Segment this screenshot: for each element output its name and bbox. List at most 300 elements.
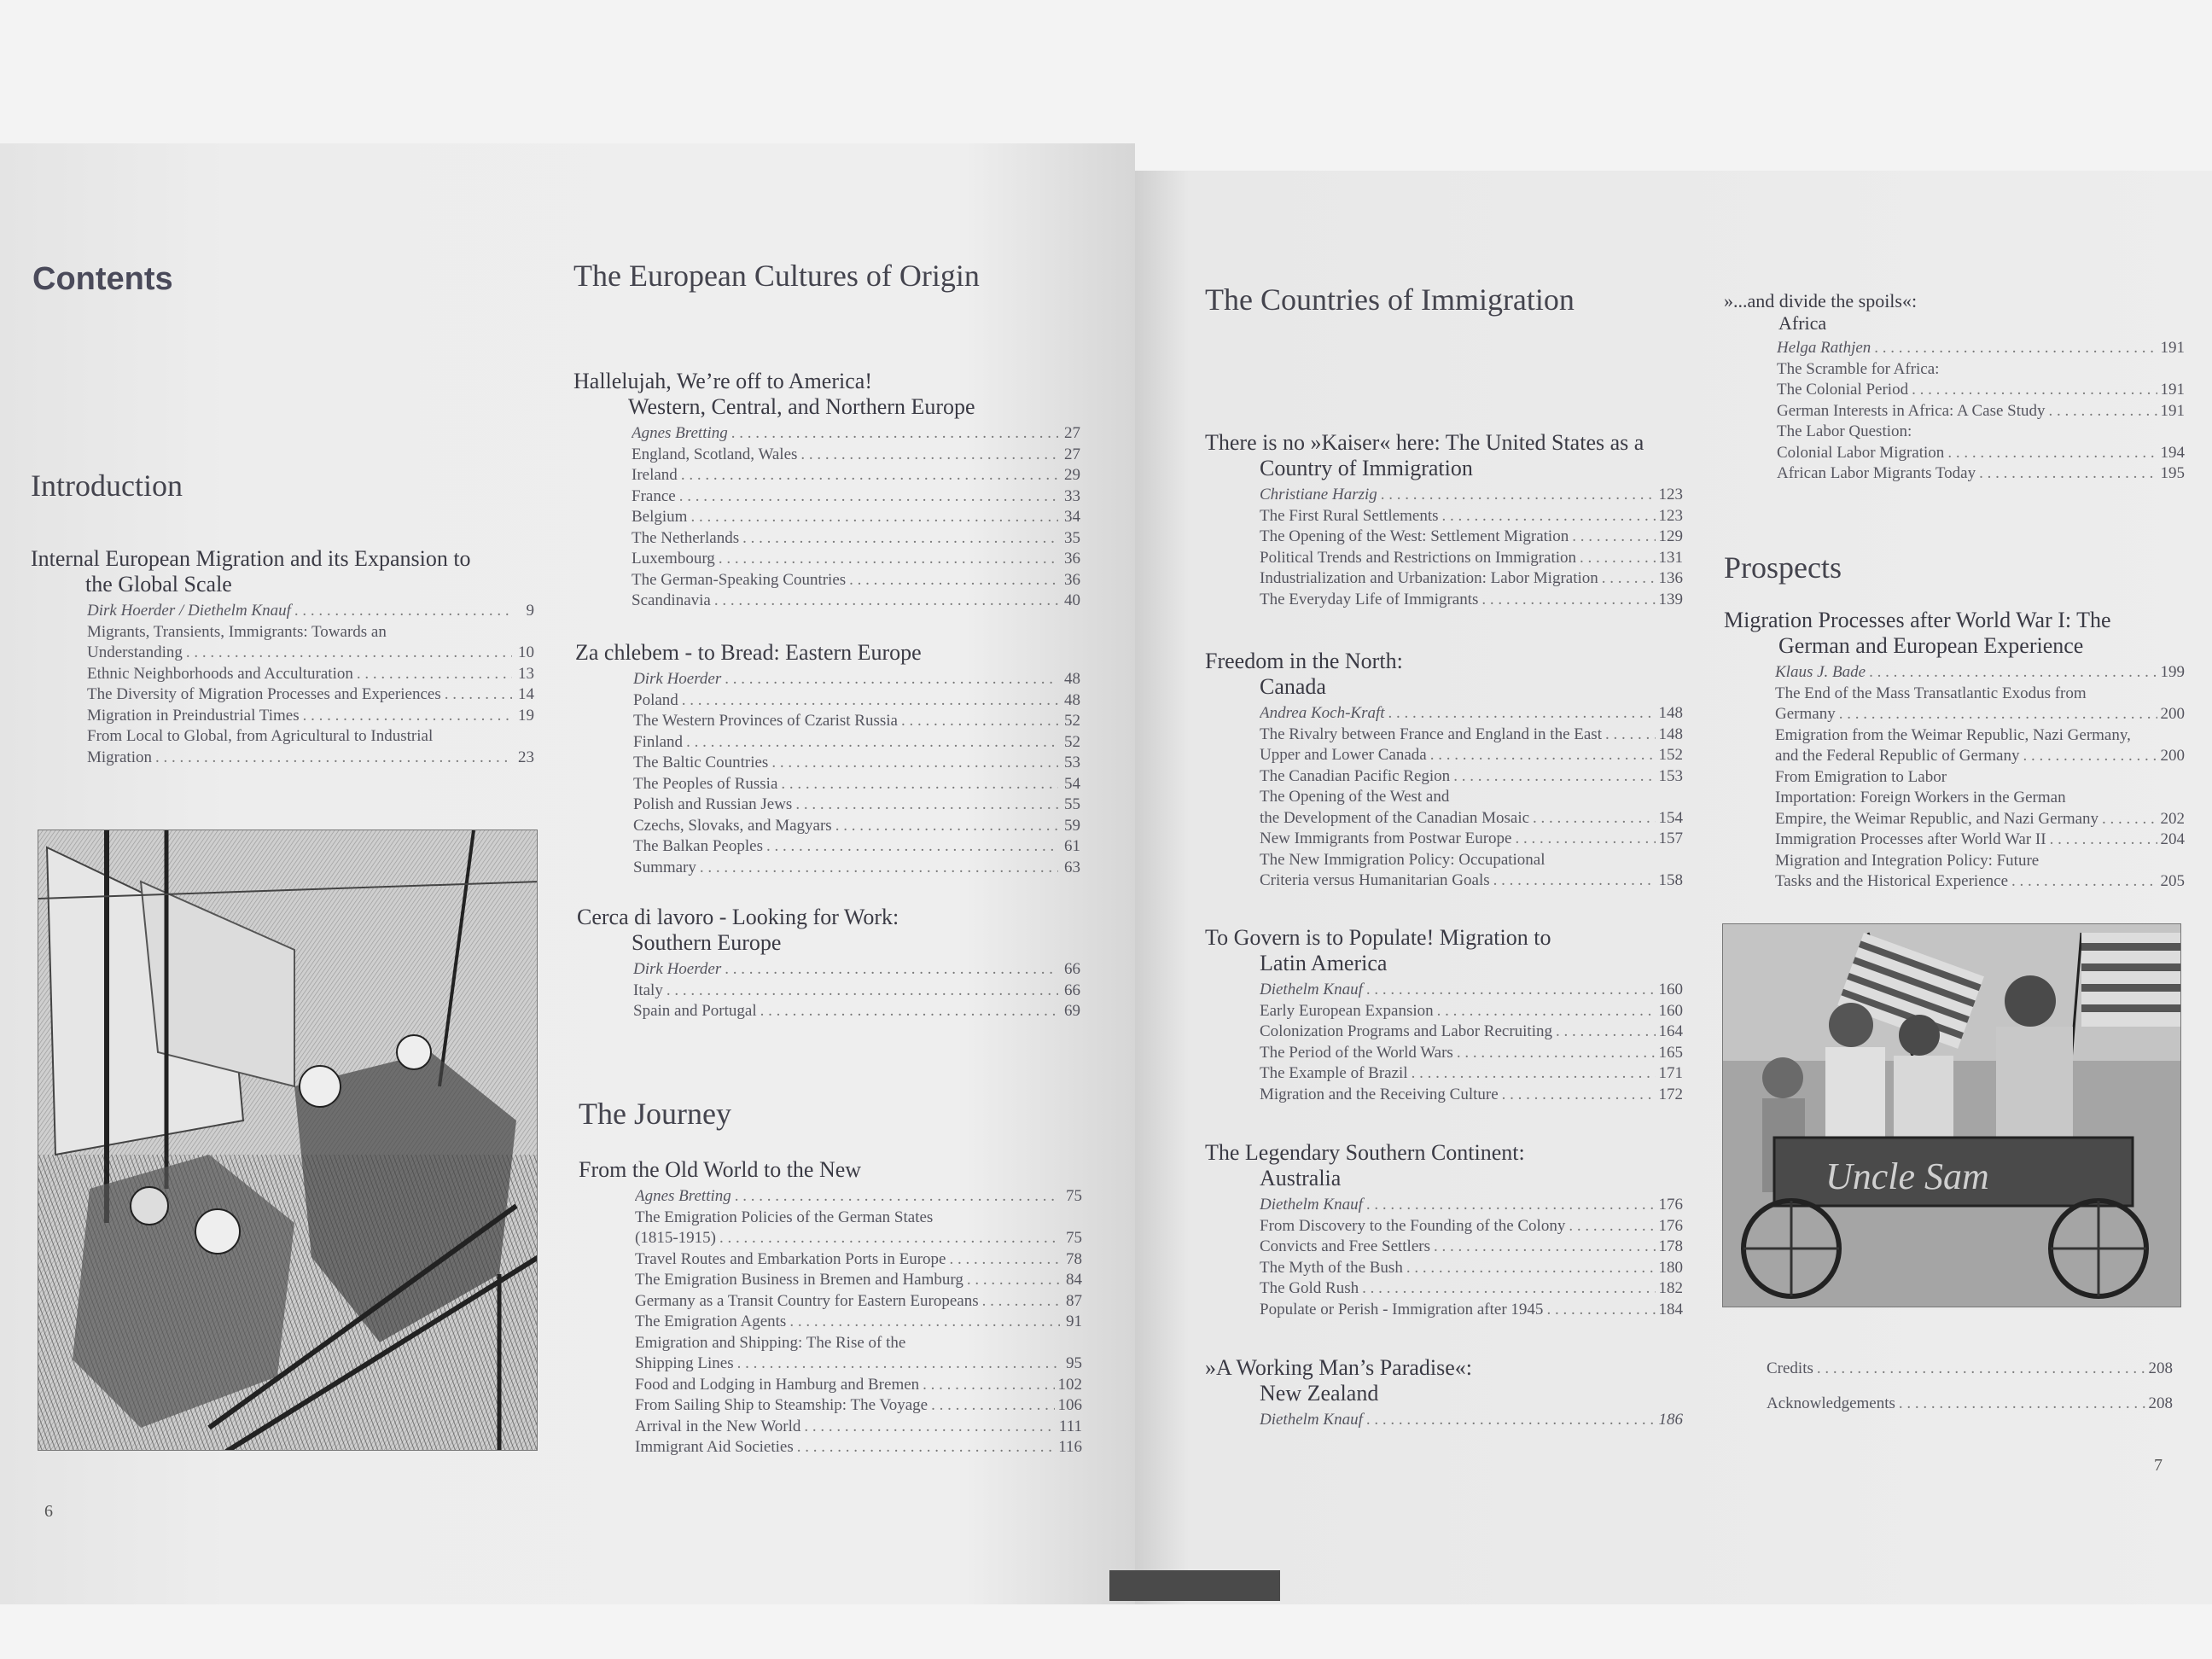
leader-dots [1412, 1063, 1656, 1085]
contents-heading: Contents [32, 261, 173, 297]
toc-entry [635, 1312, 1082, 1333]
toc-chlebem [575, 640, 1080, 878]
entry-title: Luxembourg [632, 550, 715, 568]
author-name: Dirk Hoerder [633, 670, 722, 688]
toc-entry [1260, 1258, 1683, 1279]
leader-dots [1899, 1394, 2145, 1415]
entry-page: 123 [1658, 486, 1683, 504]
toc-entry [633, 690, 1080, 712]
toc-intro [31, 546, 534, 768]
leader-dots [1869, 662, 2157, 684]
entry-title: Early European Expansion [1260, 1001, 1434, 1020]
entry-title: The Rivalry between France and England in the East [1260, 725, 1602, 743]
entry-page: 208 [2148, 1359, 2173, 1377]
toc-entry [635, 1353, 1082, 1375]
toc-entry [635, 1333, 1082, 1354]
entry-title: From Emigration to Labor [1775, 767, 1947, 786]
entry-page: 191 [2160, 401, 2185, 420]
toc-author [1775, 662, 2185, 684]
toc-entry [1260, 808, 1683, 830]
toc-author [1260, 980, 1683, 1001]
leader-dots [1502, 1085, 1656, 1106]
toc-entry [633, 795, 1080, 816]
leader-dots [1572, 527, 1655, 548]
toc-entry [1777, 422, 2185, 443]
leader-dots [725, 669, 1058, 690]
toc-entry [635, 1208, 1082, 1229]
leader-dots [1979, 463, 2157, 485]
entry-page: 111 [1058, 1417, 1082, 1435]
toc-entries [579, 1186, 1082, 1458]
leader-dots [1874, 338, 2157, 359]
photo-drawing [1723, 924, 2181, 1307]
leader-dots [849, 570, 1058, 591]
toc-entry [635, 1395, 1082, 1417]
toc-entry [1260, 850, 1683, 871]
entry-title: Emigration and Shipping: The Rise of the [635, 1333, 906, 1352]
entry-title: The Western Provinces of Czarist Russia [633, 712, 898, 730]
leader-dots [795, 795, 1058, 816]
entry-page: 91 [1066, 1313, 1082, 1330]
leader-dots [1605, 725, 1656, 746]
leader-dots [1516, 829, 1656, 850]
entry-page: 199 [2160, 663, 2185, 681]
toc-entry [632, 591, 1080, 612]
toc-entry [1260, 829, 1683, 850]
entry-page: 9 [526, 602, 534, 620]
author-name: Dirk Hoerder [633, 960, 722, 978]
entry-title: Convicts and Free Settlers [1260, 1237, 1430, 1255]
entry-title: The Diversity of Migration Processes and Experiences [87, 685, 441, 703]
entry-title: Summary [633, 858, 696, 876]
toc-entry [633, 836, 1080, 858]
toc-entry [1260, 1043, 1683, 1064]
leader-dots [719, 1228, 1060, 1249]
entry-title: The Example of Brazil [1260, 1064, 1408, 1082]
toc-entry [1775, 871, 2185, 893]
toc-africa [1724, 290, 2185, 485]
entry-page: 48 [1064, 670, 1080, 688]
toc-entries [575, 669, 1080, 878]
entry-title: Populate or Perish - Immigration after 1945 [1260, 1300, 1544, 1318]
entry-page: 63 [1064, 858, 1080, 876]
leader-dots [1434, 1237, 1656, 1258]
entry-title: Ireland [632, 466, 678, 484]
toc-entry [1775, 746, 2185, 767]
entry-page: 204 [2160, 830, 2185, 848]
leader-dots [679, 486, 1058, 508]
leader-dots [1457, 1043, 1656, 1064]
entry-title: Migration [87, 748, 152, 766]
leader-dots [797, 1437, 1055, 1458]
entry-page: 184 [1658, 1300, 1683, 1318]
entry-page: 180 [1658, 1258, 1683, 1277]
entry-title: Finland [633, 732, 684, 751]
toc-entry [635, 1228, 1082, 1249]
toc-entry [1775, 767, 2185, 789]
entry-title: Polish and Russian Jews [633, 795, 793, 813]
toc-entry [1777, 443, 2185, 464]
entry-page: 13 [518, 664, 534, 683]
toc-entry [1777, 380, 2185, 401]
entry-title: Travel Routes and Embarkation Ports in Europe [635, 1249, 946, 1268]
leader-dots [771, 753, 1058, 774]
leader-dots [1839, 704, 2157, 725]
leader-dots [835, 816, 1058, 837]
entry-page: 52 [1064, 712, 1080, 730]
entry-title: Czechs, Slovaks, and Magyars [633, 816, 832, 835]
section-title [1205, 649, 1683, 700]
toc-canada [1205, 649, 1683, 892]
entry-title: Tasks and the Historical Experience [1775, 872, 2009, 890]
entry-title: Migration and Integration Policy: Future [1775, 851, 2040, 870]
leader-dots [800, 445, 1058, 466]
entry-title: New Immigrants from Postwar Europe [1260, 830, 1512, 847]
author-name: Christiane Harzig [1260, 486, 1377, 504]
page-number-right: 7 [2154, 1456, 2163, 1475]
leader-dots [719, 549, 1058, 570]
toc-entry [635, 1417, 1082, 1438]
title-line: Canada [1260, 674, 1326, 699]
toc-entry [632, 507, 1080, 528]
entry-page: 191 [2160, 381, 2185, 399]
entry-title: Emigration from the Weimar Republic, Nazi Germany, [1775, 725, 2131, 744]
entry-page: 148 [1658, 704, 1683, 722]
entry-page: 139 [1658, 590, 1683, 608]
author-name: Agnes Bretting [632, 424, 728, 442]
title-line: The Legendary Southern Continent: [1205, 1140, 1525, 1165]
entry-title: The German-Speaking Countries [632, 570, 847, 589]
leader-dots [737, 1353, 1060, 1375]
author-name: Klaus J. Bade [1775, 663, 1866, 681]
entry-page: 87 [1066, 1291, 1082, 1310]
title-line: There is no »Kaiser« here: The United States as a [1205, 430, 1644, 455]
entry-title: German Interests in Africa: A Case Study [1777, 401, 2046, 420]
entry-page: 171 [1658, 1064, 1683, 1082]
toc-entry [633, 981, 1080, 1002]
toc-entries [31, 601, 534, 768]
entry-page: 23 [518, 748, 534, 766]
credits-block [1767, 1359, 2173, 1414]
toc-entry [1777, 359, 2185, 381]
entry-title: The Emigration Agents [635, 1313, 787, 1330]
entry-page: 29 [1064, 466, 1080, 484]
leader-dots [982, 1291, 1060, 1313]
entry-title: Industrialization and Urbanization: Labor Migration [1260, 569, 1598, 587]
entry-title: Empire, the Weimar Republic, and Nazi Germany [1775, 809, 2099, 828]
entry-title: Migrants, Transients, Immigrants: Towards an [87, 622, 387, 641]
entry-title: Migration in Preindustrial Times [87, 706, 300, 725]
title-line: Country of Immigration [1260, 456, 1473, 480]
toc-lavoro [577, 905, 1080, 1022]
section-title [1205, 925, 1683, 976]
entry-title: Spain and Portugal [633, 1002, 757, 1020]
toc-oldworld [579, 1157, 1082, 1458]
entry-page: 95 [1066, 1354, 1082, 1372]
toc-entry [633, 711, 1080, 732]
entry-page: 154 [1658, 808, 1683, 827]
title-line: Africa [1778, 312, 1827, 334]
prospects-heading: Prospects [1724, 550, 1842, 585]
toc-entry [1775, 809, 2185, 830]
entry-title: The Emigration Policies of the German States [635, 1208, 934, 1226]
toc-entry [632, 570, 1080, 591]
leader-dots [781, 774, 1058, 795]
leader-dots [2011, 871, 2157, 893]
journey-heading: The Journey [579, 1097, 731, 1131]
entry-title: The Opening of the West and [1260, 788, 1450, 806]
author-name: Dirk Hoerder / Diethelm Knauf [87, 602, 291, 620]
entry-title: Belgium [632, 508, 688, 526]
leader-dots [1453, 766, 1655, 788]
toc-entry [1260, 527, 1683, 548]
entry-title: The New Immigration Policy: Occupational [1260, 850, 1545, 869]
toc-entries [1724, 338, 2185, 485]
entry-page: 36 [1064, 550, 1080, 568]
leader-dots [931, 1395, 1054, 1417]
toc-entry [1775, 684, 2185, 705]
entry-page: 200 [2160, 747, 2185, 765]
toc-latin [1205, 925, 1683, 1105]
title-line: Freedom in the North: [1205, 649, 1403, 673]
entry-title: The Gold Rush [1260, 1279, 1359, 1297]
toc-entries [1205, 980, 1683, 1105]
toc-entry [632, 549, 1080, 570]
entry-title: Migration and the Receiving Culture [1260, 1085, 1499, 1103]
toc-entries [1205, 1410, 1683, 1431]
toc-entry [632, 465, 1080, 486]
table-surface [0, 1604, 2212, 1659]
title-line: »A Working Man’s Paradise«: [1205, 1355, 1473, 1380]
european-heading: The European Cultures of Origin [573, 259, 980, 293]
leader-dots [742, 528, 1058, 550]
title-line: New Zealand [1260, 1381, 1379, 1406]
engraving-drawing [38, 830, 538, 1451]
entry-title: Criteria versus Humanitarian Goals [1260, 871, 1490, 889]
leader-dots [731, 423, 1058, 445]
title-line: Latin America [1260, 951, 1388, 975]
leader-dots [445, 684, 512, 706]
entry-title: The Everyday Life of Immigrants [1260, 590, 1479, 608]
toc-entry [635, 1270, 1082, 1291]
entry-page: 75 [1066, 1229, 1082, 1247]
toc-entry [1777, 463, 2185, 485]
entry-title: The Netherlands [632, 528, 740, 547]
entry-page: 66 [1064, 981, 1080, 999]
entry-title: The Peoples of Russia [633, 774, 778, 793]
entry-page: 129 [1658, 527, 1683, 545]
entry-page: 176 [1658, 1216, 1683, 1235]
section-title: Za chlebem - to Bread: Eastern Europe [575, 640, 922, 665]
entry-title: The Emigration Business in Bremen and Hamburg [635, 1271, 963, 1289]
entry-page: 69 [1064, 1002, 1080, 1020]
children-wagon-photo [1722, 923, 2181, 1307]
entry-page: 36 [1064, 570, 1080, 589]
entry-page: 106 [1057, 1396, 1082, 1414]
toc-entries [577, 959, 1080, 1022]
entry-page: 191 [2160, 339, 2185, 357]
entry-title: Shipping Lines [635, 1354, 734, 1372]
toc-entry [1260, 787, 1683, 808]
author-name: Agnes Bretting [635, 1187, 731, 1205]
book-cover-edge [1109, 1570, 1280, 1601]
entry-title: The Period of the World Wars [1260, 1043, 1453, 1062]
title-line: Internal European Migration and its Expansion to [31, 546, 471, 571]
toc-entries [1205, 1195, 1683, 1320]
entry-title: Arrival in the New World [635, 1417, 801, 1435]
entry-page: 116 [1058, 1438, 1082, 1456]
entry-page: 34 [1064, 508, 1080, 526]
entry-page: 208 [2148, 1394, 2173, 1412]
leader-dots [686, 732, 1058, 754]
entry-page: 182 [1658, 1279, 1683, 1297]
leader-dots [1569, 1216, 1655, 1237]
entry-page: 164 [1658, 1022, 1683, 1040]
entry-page: 53 [1064, 754, 1080, 771]
leader-dots [1362, 1278, 1655, 1300]
entry-page: 33 [1064, 486, 1080, 505]
leader-dots [760, 1001, 1058, 1022]
leader-dots [2023, 746, 2157, 767]
leader-dots [949, 1249, 1060, 1271]
toc-entry [1260, 506, 1683, 527]
toc-entry [1260, 1216, 1683, 1237]
toc-author [1260, 485, 1683, 506]
title-line: Cerca di lavoro - Looking for Work: [577, 905, 899, 929]
section-title [1724, 608, 2185, 659]
toc-entry [1260, 1022, 1683, 1043]
author-name: Helga Rathjen [1777, 339, 1871, 357]
entry-title: Colonial Labor Migration [1777, 443, 1945, 462]
leader-dots [1602, 568, 1656, 590]
leader-dots [1406, 1258, 1656, 1279]
toc-author [633, 959, 1080, 981]
entry-page: 61 [1064, 837, 1080, 855]
toc-entry-credits [1767, 1359, 2173, 1380]
leader-dots [1366, 980, 1656, 1001]
leader-dots [1481, 590, 1655, 611]
leader-dots [2049, 401, 2157, 422]
entry-page: 160 [1658, 981, 1683, 998]
leader-dots [357, 664, 512, 685]
entry-page: 19 [518, 706, 534, 725]
entry-title: The Colonial Period [1777, 381, 1909, 399]
toc-entry [1775, 851, 2185, 872]
toc-entry [1260, 725, 1683, 746]
leader-dots [690, 507, 1058, 528]
leader-dots [1533, 808, 1655, 830]
entry-page: 153 [1658, 766, 1683, 785]
toc-entry [87, 664, 534, 685]
entry-title: Importation: Foreign Workers in the German [1775, 789, 2066, 806]
entry-title: Germany as a Transit Country for Eastern Europeans [635, 1291, 979, 1310]
entry-page: 178 [1658, 1237, 1683, 1255]
author-name: Diethelm Knauf [1260, 981, 1363, 998]
entry-page: 200 [2160, 705, 2185, 723]
leader-dots [186, 643, 512, 664]
toc-ww1 [1724, 608, 2185, 893]
emigrant-ship-engraving [38, 830, 538, 1451]
leader-dots [1388, 703, 1656, 725]
leader-dots [804, 1417, 1055, 1438]
entry-page: 14 [518, 685, 534, 703]
leader-dots [714, 591, 1058, 612]
entry-title: Diethelm Knauf [1260, 1411, 1363, 1429]
immigration-heading: The Countries of Immigration [1205, 282, 1575, 317]
leader-dots [681, 465, 1058, 486]
section-title: From the Old World to the New [579, 1157, 862, 1182]
toc-entries [1724, 662, 2185, 893]
leader-dots [1947, 443, 2157, 464]
toc-entries [1205, 703, 1683, 892]
entry-page: 48 [1064, 690, 1080, 709]
entry-title: The Baltic Countries [633, 754, 769, 771]
entry-page: 136 [1658, 569, 1683, 587]
toc-author [633, 669, 1080, 690]
entry-title: Colonization Programs and Labor Recruiting [1260, 1022, 1552, 1040]
toc-entry [1775, 725, 2185, 747]
toc-entry [633, 774, 1080, 795]
section-title [1724, 290, 2185, 335]
entry-title: Understanding [87, 643, 183, 661]
leader-dots [1366, 1410, 1656, 1431]
toc-entry [1260, 1410, 1683, 1431]
entry-title: The First Rural Settlements [1260, 506, 1439, 525]
title-line: Hallelujah, We’re off to America! [573, 369, 872, 393]
title-line: Western, Central, and Northern Europe [628, 394, 975, 419]
title-line: German and European Experience [1778, 633, 2084, 658]
entry-title: From Local to Global, from Agricultural to Industrial [87, 727, 434, 745]
toc-entry-acknowledgements [1767, 1394, 2173, 1415]
toc-entry [1260, 568, 1683, 590]
toc-author [1260, 1195, 1683, 1216]
entry-page: 160 [1658, 1001, 1683, 1020]
toc-entry [632, 528, 1080, 550]
entry-page: 152 [1658, 746, 1683, 764]
entry-title: The Balkan Peoples [633, 837, 763, 855]
toc-entry [87, 706, 534, 727]
toc-entry [1260, 1063, 1683, 1085]
leader-dots [2050, 830, 2157, 851]
entry-title: The End of the Mass Transatlantic Exodus from [1775, 684, 2087, 702]
toc-entry [1260, 1278, 1683, 1300]
entry-title: African Labor Migrants Today [1777, 464, 1976, 482]
entry-title: Immigration Processes after World War II [1775, 830, 2046, 848]
toc-australia [1205, 1140, 1683, 1320]
entry-title: Political Trends and Restrictions on Immigration [1260, 548, 1577, 567]
entry-page: 35 [1064, 528, 1080, 547]
toc-hallelujah [573, 369, 1080, 612]
entry-page: 84 [1066, 1271, 1082, 1289]
title-line: Australia [1260, 1166, 1342, 1190]
entry-title: Credits [1767, 1359, 1813, 1377]
toc-author [635, 1186, 1082, 1208]
leader-dots [2102, 809, 2157, 830]
entry-title: England, Scotland, Wales [632, 445, 798, 463]
entry-page: 176 [1658, 1196, 1683, 1214]
entry-title: Food and Lodging in Hamburg and Bremen [635, 1375, 920, 1394]
title-line: »...and divide the spoils«: [1724, 290, 1918, 311]
leader-dots [725, 959, 1058, 981]
entry-page: 54 [1064, 774, 1080, 793]
toc-entry [635, 1437, 1082, 1458]
entry-page: 10 [518, 643, 534, 661]
entry-page: 195 [2160, 464, 2185, 482]
toc-author [1777, 338, 2185, 359]
toc-newzealand [1205, 1355, 1683, 1431]
entry-title: From Sailing Ship to Steamship: The Voyage [635, 1396, 928, 1414]
leader-dots [1546, 1300, 1655, 1321]
